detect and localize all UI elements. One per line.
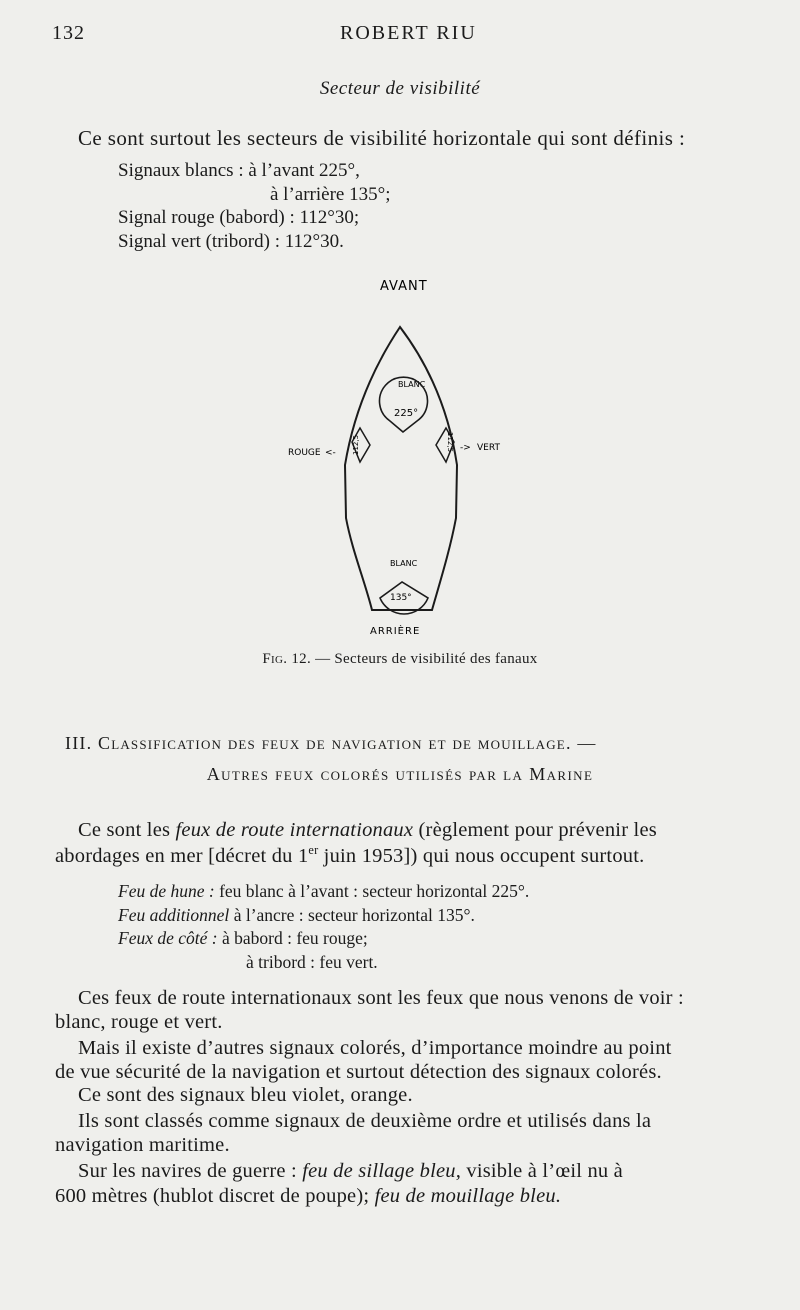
text-run: Ce sont les — [78, 819, 176, 841]
paragraph-line: Ils sont classés comme signaux de deuxième ordre et utilisés dans la — [78, 1110, 652, 1132]
section-title: Secteur de visibilité — [319, 78, 481, 99]
text-run: feu blanc à l’avant : secteur horizontal 225°. — [214, 881, 530, 901]
caption-text: — Secteurs de visibilité des fanaux — [315, 651, 538, 667]
fire-line — [118, 881, 529, 902]
fire-line — [118, 905, 475, 926]
italic-run: Feux de côté : — [118, 928, 218, 948]
fire-line — [118, 928, 368, 949]
angle-left: 112,5 — [352, 434, 360, 455]
italic-run: feu de sillage bleu, — [302, 1160, 462, 1182]
label-vert: VERT — [477, 443, 500, 453]
text-run: à babord : feu rouge; — [217, 928, 368, 948]
intro-sentence: Ce sont surtout les secteurs de visibilité horizontale qui sont définis : — [78, 126, 686, 150]
paragraph-line: Mais il existe d’autres signaux colorés, d’importance moindre au point — [78, 1037, 672, 1059]
text-run: 600 mètres (hublot discret de poupe); — [55, 1185, 375, 1207]
angle-back: 135° — [390, 593, 412, 603]
paragraph-line: Ce sont des signaux bleu violet, orange. — [78, 1084, 413, 1106]
superscript: er — [308, 843, 319, 858]
chapter-heading-line1: III. Classification des feux de navigation et de mouillage. — — [65, 733, 597, 753]
ship-lights-diagram — [270, 270, 550, 650]
label-arriere: ARRIÈRE — [370, 626, 421, 637]
signal-line: à l’arrière 135°; — [270, 184, 391, 205]
text-run: visible à l’œil nu à — [461, 1160, 623, 1182]
italic-run: feux de route internationaux — [175, 819, 414, 841]
label-avant: AVANT — [380, 279, 428, 294]
text-run: Sur les navires de guerre : — [78, 1160, 303, 1182]
label-blanc-top: BLANC — [398, 380, 426, 389]
signal-line: Signal rouge (babord) : 112°30; — [118, 207, 360, 228]
signal-line: Signaux blancs : à l’avant 225°, — [118, 160, 360, 181]
label-blanc-bottom: BLANC — [390, 559, 418, 568]
text-run: abordages en mer [décret du 1 — [55, 845, 309, 867]
italic-run: feu de mouillage bleu. — [374, 1185, 562, 1207]
italic-run: Feu additionnel — [118, 905, 230, 925]
label-rouge: ROUGE — [288, 448, 321, 458]
chapter-heading-line2: Autres feux colorés utilisés par la Marine — [206, 764, 594, 784]
arrow-rouge: <- — [325, 448, 336, 458]
angle-right: 112,5 — [446, 432, 454, 453]
text-run: juin 1953]) qui nous occupent surtout. — [318, 845, 645, 867]
page-number: 132 — [52, 22, 85, 44]
angle-front: 225° — [394, 408, 419, 419]
paragraph-line — [55, 845, 644, 868]
figure-caption — [0, 651, 800, 668]
paragraph-line: Ces feux de route internationaux sont les feux que nous venons de voir : — [78, 987, 684, 1009]
running-head-author: ROBERT RIU — [340, 22, 477, 44]
paragraph-line — [55, 1185, 561, 1208]
paragraph-line: navigation maritime. — [55, 1134, 230, 1156]
text-run: à tribord : feu vert. — [246, 952, 378, 972]
italic-run: Feu de hune : — [118, 881, 215, 901]
text-run: (règlement pour prévenir les — [413, 819, 657, 841]
paragraph-line: blanc, rouge et vert. — [55, 1011, 223, 1033]
paragraph-line — [78, 1160, 623, 1183]
arrow-vert: -> — [460, 443, 471, 453]
paragraph-line: de vue sécurité de la navigation et surtout détection des signaux colorés. — [55, 1061, 662, 1083]
text-run: à l’ancre : secteur horizontal 135°. — [229, 905, 475, 925]
fire-line — [246, 952, 378, 973]
caption-prefix: Fig. 12. — [262, 651, 311, 667]
paragraph-line — [78, 819, 657, 842]
signal-line: Signal vert (tribord) : 112°30. — [118, 231, 344, 252]
